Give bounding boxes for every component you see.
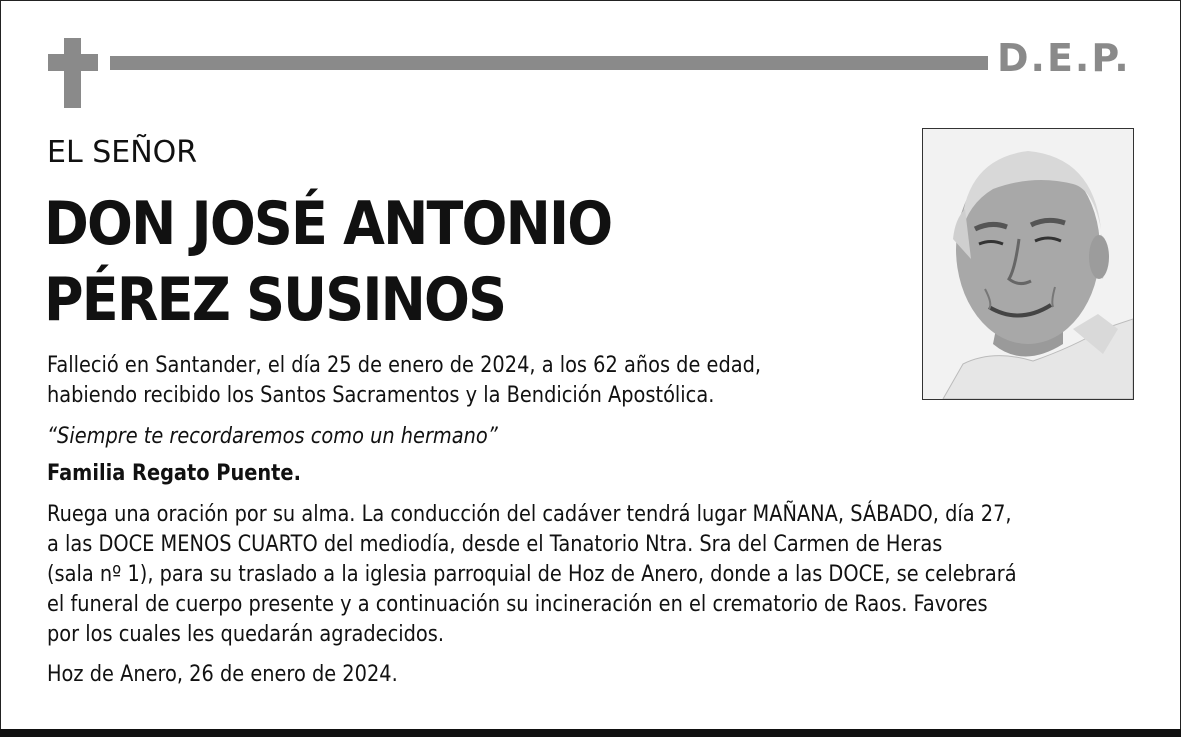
portrait-photo	[922, 128, 1134, 400]
name-line-2: PÉREZ SUSINOS	[44, 265, 506, 335]
service-line: a las DOCE MENOS CUARTO del mediodía, desde el Tanatorio Ntra. Sra del Carmen de Heras	[47, 532, 943, 557]
family-name: Familia Regato Puente.	[47, 461, 301, 486]
honorific: EL SEÑOR	[47, 135, 198, 170]
dep-label: D.E.P.	[997, 36, 1131, 80]
service-line: el funeral de cuerpo presente y a continuación su incineración en el crematorio de Raos. Favores	[47, 592, 988, 617]
bottom-bar	[0, 729, 1181, 737]
name-line-1: DON JOSÉ ANTONIO	[44, 189, 612, 259]
cross-icon-bar	[48, 54, 98, 71]
header-rule	[110, 56, 988, 70]
memorial-quote: “Siempre te recordaremos como un hermano”	[47, 424, 498, 449]
service-line: Ruega una oración por su alma. La conducción del cadáver tendrá lugar MAÑANA, SÁBADO, día 27,	[47, 502, 1012, 527]
death-line: Falleció en Santander, el día 25 de enero de 2024, a los 62 años de edad,	[47, 353, 762, 378]
portrait-photo-icon	[923, 129, 1133, 399]
service-line: por los cuales les quedarán agradecidos.	[47, 622, 445, 647]
service-line: (sala nº 1), para su traslado a la iglesia parroquial de Hoz de Anero, donde a las DOCE, se celebrará	[47, 562, 1017, 587]
place-and-date: Hoz de Anero, 26 de enero de 2024.	[47, 662, 398, 687]
deceased-name	[44, 186, 611, 338]
cross-icon	[64, 38, 81, 108]
death-line: habiendo recibido los Santos Sacramentos y la Bendición Apostólica.	[47, 383, 715, 408]
death-announcement	[47, 351, 761, 411]
service-details	[47, 500, 1017, 650]
